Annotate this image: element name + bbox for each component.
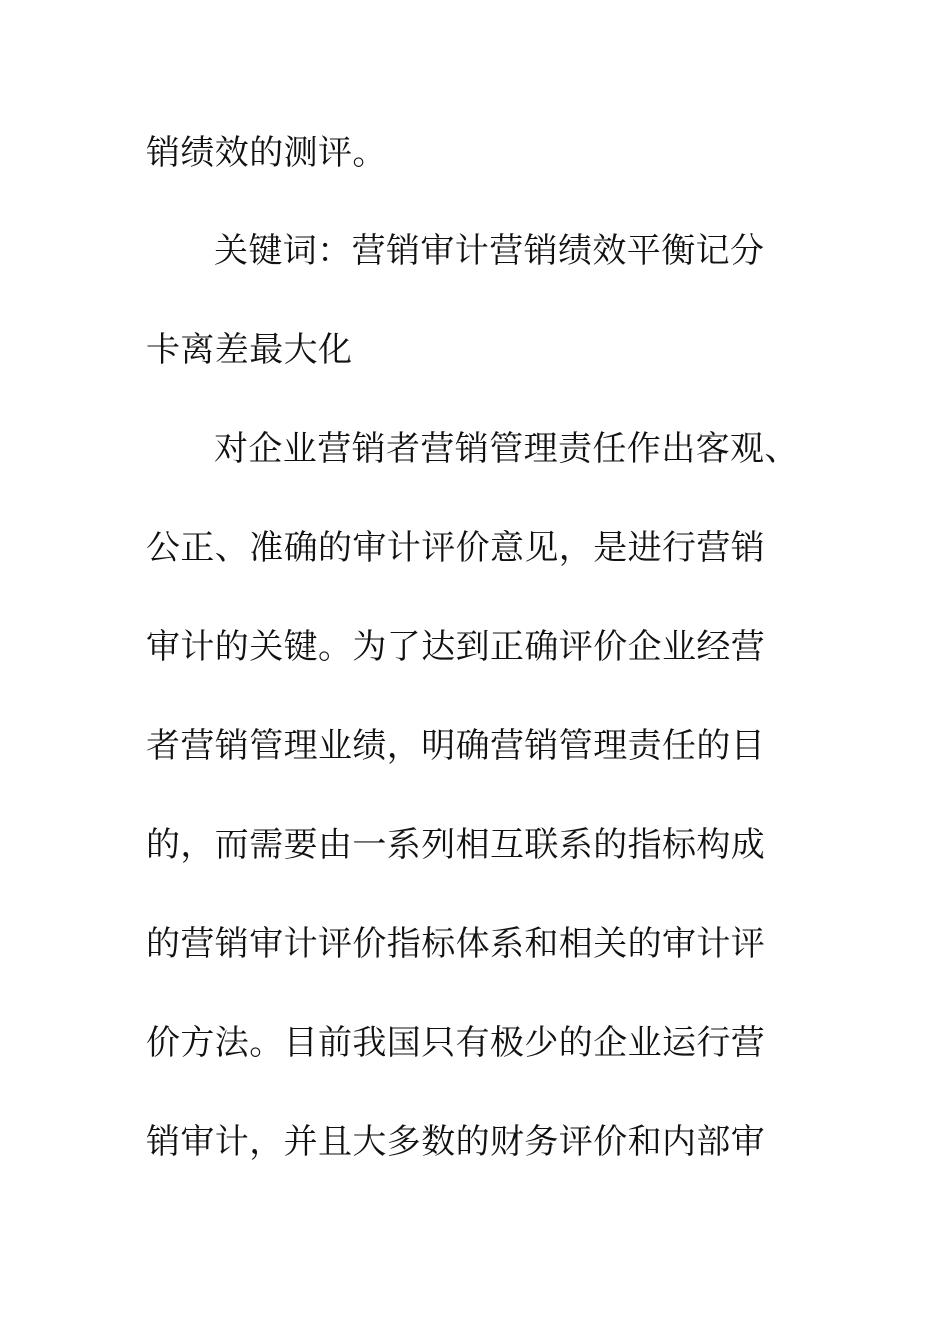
paragraph-line-4: 者营销管理业绩，明确营销管理责任的目 (146, 726, 766, 766)
keywords-line-continued: 卡离差最大化 (146, 330, 353, 370)
paragraph-line-8: 销审计，并且大多数的财务评价和内部审 (146, 1122, 766, 1162)
paragraph-line-2: 公正、准确的审计评价意见，是进行营销 (146, 528, 766, 568)
paragraph-line-6: 的营销审计评价指标体系和相关的审计评 (146, 924, 766, 964)
paragraph-line-7: 价方法。目前我国只有极少的企业运行营 (146, 1023, 766, 1063)
paragraph-line-1: 对企业营销者营销管理责任作出客观、 (214, 429, 799, 469)
paragraph-line-3: 审计的关键。为了达到正确评价企业经营 (146, 627, 766, 667)
keywords-line: 关键词：营销审计营销绩效平衡记分 (214, 231, 765, 271)
paragraph-line-5: 的，而需要由一系列相互联系的指标构成 (146, 825, 766, 865)
text-line-1: 销绩效的测评。 (146, 133, 387, 173)
